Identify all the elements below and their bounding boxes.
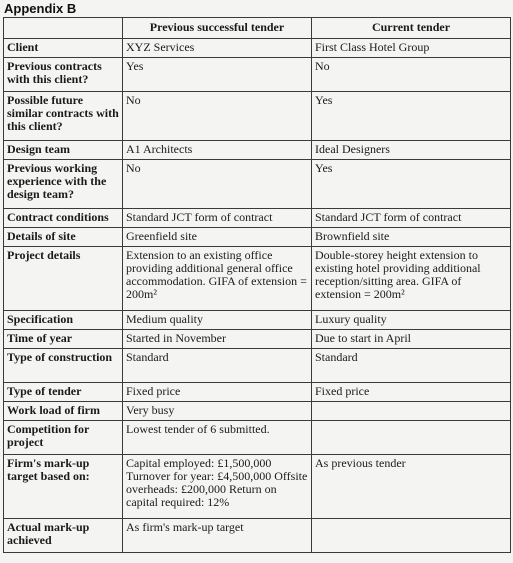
current-tender-cell: Standard JCT form of contract xyxy=(312,209,511,228)
current-tender-cell xyxy=(312,519,511,553)
previous-tender-cell: Very busy xyxy=(123,402,312,421)
previous-tender-cell: Medium quality xyxy=(123,311,312,330)
current-tender-cell: As previous tender xyxy=(312,455,511,519)
row-label: Type of tender xyxy=(4,383,123,402)
previous-tender-cell: Started in November xyxy=(123,330,312,349)
current-tender-cell: Ideal Designers xyxy=(312,141,511,160)
row-label: Details of site xyxy=(4,228,123,247)
header-blank xyxy=(4,18,123,39)
row-label: Type of construction xyxy=(4,349,123,383)
tender-comparison-table xyxy=(3,17,511,553)
previous-tender-cell: Extension to an existing office providing additional general office accommodation. GIFA of extension = 200m² xyxy=(123,247,312,311)
current-tender-cell: Due to start in April xyxy=(312,330,511,349)
table-row xyxy=(4,58,511,92)
previous-tender-cell: XYZ Services xyxy=(123,39,312,58)
table-row xyxy=(4,247,511,311)
current-tender-cell xyxy=(312,402,511,421)
row-label: Previous contracts with this client? xyxy=(4,58,123,92)
previous-tender-cell: As firm's mark-up target xyxy=(123,519,312,553)
current-tender-cell: Double-storey height extension to existing hotel providing additional reception/sitting area. GIFA of extension = 200m² xyxy=(312,247,511,311)
previous-tender-cell: No xyxy=(123,160,312,209)
previous-tender-cell: Capital employed: £1,500,000 Turnover for year: £4,500,000 Offsite overheads: £200,000 Return on capital required: 12% xyxy=(123,455,312,519)
table-row xyxy=(4,39,511,58)
row-label: Time of year xyxy=(4,330,123,349)
table-row xyxy=(4,421,511,455)
current-tender-cell: First Class Hotel Group xyxy=(312,39,511,58)
current-tender-cell: Standard xyxy=(312,349,511,383)
row-label: Work load of firm xyxy=(4,402,123,421)
table-row xyxy=(4,311,511,330)
table-row xyxy=(4,92,511,141)
table-row xyxy=(4,519,511,553)
previous-tender-cell: Standard JCT form of contract xyxy=(123,209,312,228)
header-row xyxy=(4,18,511,39)
table-row xyxy=(4,402,511,421)
current-tender-cell xyxy=(312,421,511,455)
current-tender-cell: Fixed price xyxy=(312,383,511,402)
table-row xyxy=(4,209,511,228)
previous-tender-cell: A1 Architects xyxy=(123,141,312,160)
header-previous-tender: Previous successful tender xyxy=(123,18,312,39)
current-tender-cell: Yes xyxy=(312,92,511,141)
table-row xyxy=(4,455,511,519)
current-tender-cell: Luxury quality xyxy=(312,311,511,330)
row-label: Design team xyxy=(4,141,123,160)
row-label: Firm's mark-up target based on: xyxy=(4,455,123,519)
table-row xyxy=(4,330,511,349)
row-label: Competition for project xyxy=(4,421,123,455)
row-label: Contract conditions xyxy=(4,209,123,228)
current-tender-cell: Yes xyxy=(312,160,511,209)
current-tender-cell: No xyxy=(312,58,511,92)
table-row xyxy=(4,349,511,383)
previous-tender-cell: Yes xyxy=(123,58,312,92)
row-label: Project details xyxy=(4,247,123,311)
row-label: Specification xyxy=(4,311,123,330)
row-label: Previous working experience with the design team? xyxy=(4,160,123,209)
header-current-tender: Current tender xyxy=(312,18,511,39)
current-tender-cell: Brownfield site xyxy=(312,228,511,247)
previous-tender-cell: Fixed price xyxy=(123,383,312,402)
table-row xyxy=(4,383,511,402)
previous-tender-cell: Lowest tender of 6 submitted. xyxy=(123,421,312,455)
table-row xyxy=(4,141,511,160)
table-row xyxy=(4,228,511,247)
row-label: Client xyxy=(4,39,123,58)
row-label: Possible future similar contracts with this client? xyxy=(4,92,123,141)
previous-tender-cell: Standard xyxy=(123,349,312,383)
previous-tender-cell: No xyxy=(123,92,312,141)
table-row xyxy=(4,160,511,209)
previous-tender-cell: Greenfield site xyxy=(123,228,312,247)
row-label: Actual mark-up achieved xyxy=(4,519,123,553)
page-title: Appendix B xyxy=(4,1,77,16)
